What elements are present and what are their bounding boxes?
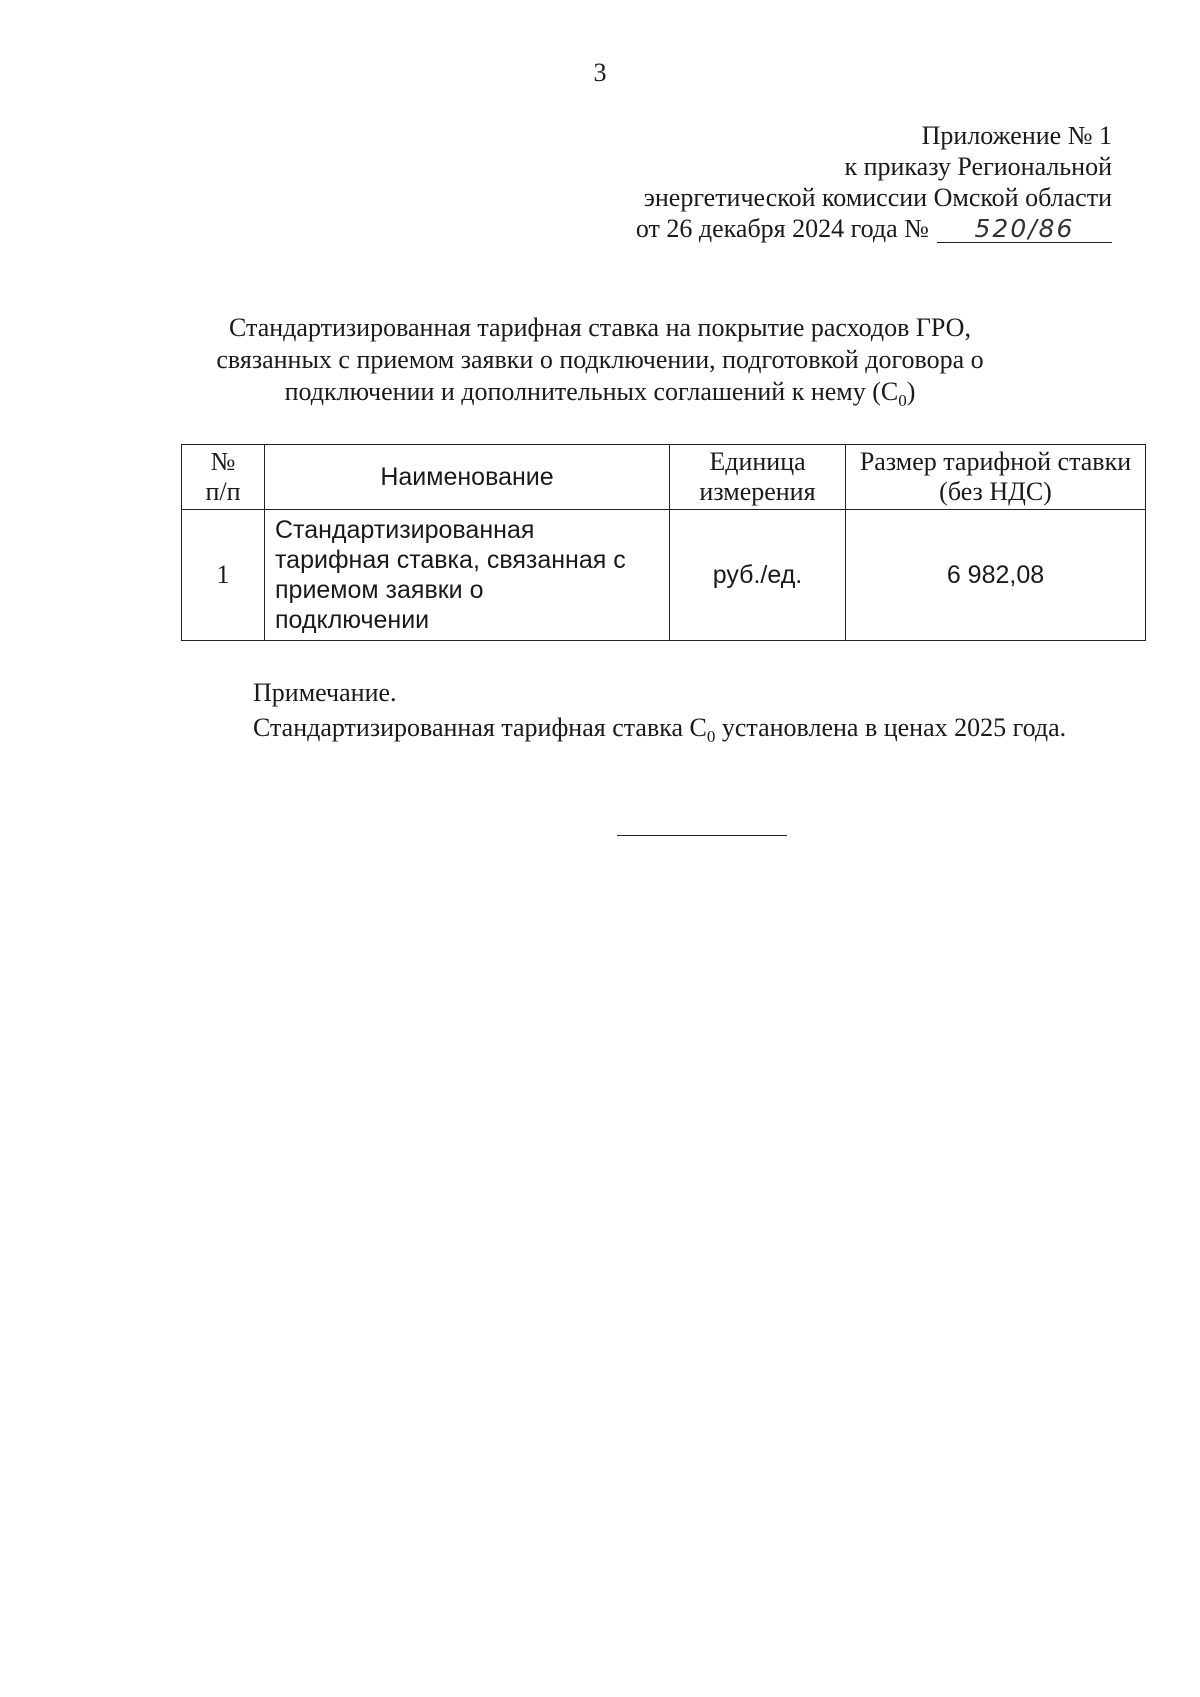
row-value: 6 982,08 (846, 510, 1146, 641)
document-title (0, 312, 1200, 411)
order-number-handwritten: 520/86 (937, 216, 1112, 243)
appendix-block (636, 120, 1112, 244)
title-line-2: связанных с приемом заявки о подключении, подготовкой договора о (216, 345, 984, 374)
page-number: 3 (593, 58, 607, 87)
tariff-rate-table (181, 444, 1146, 641)
header-value: Размер тарифной ставки (без НДС) (846, 445, 1146, 510)
table-row (182, 510, 1146, 641)
title-line-3: подключении и дополнительных соглашений к нему $(С_0)$ (284, 377, 916, 411)
appendix-line-1: Приложение № 1 (921, 121, 1112, 150)
order-date: от 26 декабря 2024 года № (635, 214, 929, 243)
row-number: 1 (182, 510, 265, 641)
note-text: Стандартизированная тарифная ставка $С_0$ установлена в ценах 2025 года. (253, 713, 1067, 747)
header-number: № п/п (182, 445, 265, 510)
end-of-document-rule (617, 835, 787, 836)
table-header-row (182, 445, 1146, 510)
appendix-line-3: энергетической комиссии Омской области (643, 183, 1112, 212)
title-line-1: Стандартизированная тарифная ставка на покрытие расходов ГРО, (229, 313, 971, 342)
row-name: Стандартизированная тарифная ставка, связанная с приемом заявки о подключении (265, 510, 670, 641)
row-unit: руб./ед. (670, 510, 846, 641)
appendix-line-2: к приказу Региональной (844, 152, 1112, 181)
appendix-line-4 (636, 213, 1112, 244)
header-unit: Единица измерения (670, 445, 846, 510)
header-name: Наименование (265, 445, 670, 510)
note-heading: Примечание. (253, 678, 397, 707)
